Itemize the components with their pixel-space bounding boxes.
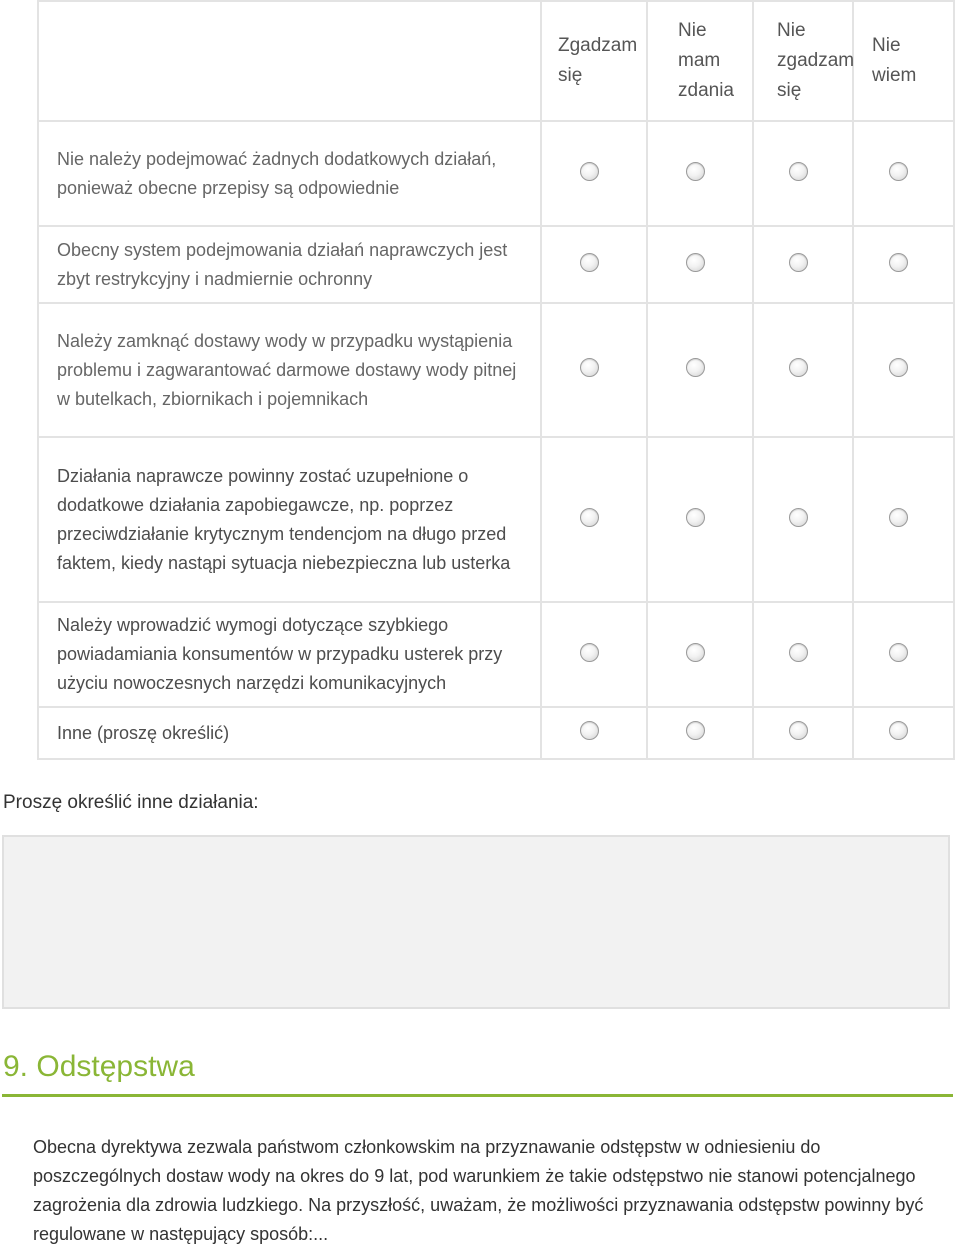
option-cell bbox=[541, 303, 647, 437]
column-header-agree: Zgadzam się bbox=[541, 1, 647, 121]
column-header-disagree: Nie zgadzam się bbox=[753, 1, 853, 121]
option-cell bbox=[753, 707, 853, 759]
option-cell bbox=[647, 437, 753, 602]
radio-disagree[interactable] bbox=[789, 253, 808, 272]
option-cell bbox=[541, 226, 647, 303]
radio-agree[interactable] bbox=[580, 358, 599, 377]
radio-agree[interactable] bbox=[580, 162, 599, 181]
row-statement: Działania naprawcze powinny zostać uzupełnione o dodatkowe działania zapobiegawcze, np. poprzez przeciwdziałanie krytycznym tendencjom na długo przed faktem, kiedy nastąpi sytuacja niebezpieczna lub usterka bbox=[38, 437, 541, 602]
section-description: Obecna dyrektywa zezwala państwom członkowskim na przyznawanie odstępstw w odniesieniu do poszczególnych dostaw wody na okres do 9 lat, pod warunkiem że takie odstępstwo nie stanowi potencjalnego zagrożenia dla zdrowia ludzkiego. Na przyszłość, uważam, że możliwości przyznawania odstępstw powinny być regulowane w następujący sposób:... bbox=[33, 1137, 924, 1244]
option-cell bbox=[541, 602, 647, 707]
option-cell bbox=[541, 437, 647, 602]
radio-dont-know[interactable] bbox=[889, 162, 908, 181]
option-cell bbox=[753, 121, 853, 226]
row-statement: Należy zamknąć dostawy wody w przypadku wystąpienia problemu i zagwarantować darmowe dostawy wody pitnej w butelkach, zbiornikach i pojemnikach bbox=[38, 303, 541, 437]
row-statement: Inne (proszę określić) bbox=[38, 707, 541, 759]
matrix-row bbox=[38, 303, 954, 437]
row-statement: Nie należy podejmować żadnych dodatkowych działań, ponieważ obecne przepisy są odpowiednie bbox=[38, 121, 541, 226]
row-statement: Należy wprowadzić wymogi dotyczące szybkiego powiadamiania konsumentów w przypadku usterek przy użyciu nowoczesnych narzędzi komunikacyjnych bbox=[38, 602, 541, 707]
matrix-row bbox=[38, 437, 954, 602]
radio-disagree[interactable] bbox=[789, 162, 808, 181]
radio-no-opinion[interactable] bbox=[686, 358, 705, 377]
section-divider bbox=[2, 1094, 953, 1097]
option-cell bbox=[753, 303, 853, 437]
other-actions-label: Proszę określić inne działania: bbox=[3, 792, 259, 813]
option-cell bbox=[853, 437, 954, 602]
option-cell bbox=[647, 226, 753, 303]
radio-disagree[interactable] bbox=[789, 358, 808, 377]
option-cell bbox=[753, 437, 853, 602]
option-cell bbox=[647, 303, 753, 437]
radio-no-opinion[interactable] bbox=[686, 721, 705, 740]
radio-no-opinion[interactable] bbox=[686, 508, 705, 527]
option-cell bbox=[853, 303, 954, 437]
matrix-row bbox=[38, 707, 954, 759]
option-cell bbox=[541, 707, 647, 759]
matrix-header-row bbox=[38, 1, 954, 121]
section-title: 9. Odstępstwa bbox=[3, 1050, 195, 1083]
likert-matrix bbox=[37, 0, 955, 760]
radio-dont-know[interactable] bbox=[889, 508, 908, 527]
row-statement: Obecny system podejmowania działań naprawczych jest zbyt restrykcyjny i nadmiernie ochronny bbox=[38, 226, 541, 303]
radio-disagree[interactable] bbox=[789, 643, 808, 662]
matrix-row bbox=[38, 602, 954, 707]
radio-dont-know[interactable] bbox=[889, 358, 908, 377]
radio-disagree[interactable] bbox=[789, 721, 808, 740]
radio-no-opinion[interactable] bbox=[686, 643, 705, 662]
radio-dont-know[interactable] bbox=[889, 721, 908, 740]
option-cell bbox=[647, 707, 753, 759]
option-cell bbox=[647, 121, 753, 226]
option-cell bbox=[647, 602, 753, 707]
option-cell bbox=[541, 121, 647, 226]
radio-dont-know[interactable] bbox=[889, 253, 908, 272]
column-header-no-opinion: Nie mam zdania bbox=[647, 1, 753, 121]
option-cell bbox=[853, 121, 954, 226]
matrix-row bbox=[38, 121, 954, 226]
radio-agree[interactable] bbox=[580, 508, 599, 527]
radio-disagree[interactable] bbox=[789, 508, 808, 527]
radio-no-opinion[interactable] bbox=[686, 253, 705, 272]
radio-no-opinion[interactable] bbox=[686, 162, 705, 181]
option-cell bbox=[753, 602, 853, 707]
radio-agree[interactable] bbox=[580, 721, 599, 740]
radio-agree[interactable] bbox=[580, 643, 599, 662]
column-header-dont-know: Nie wiem bbox=[853, 1, 954, 121]
option-cell bbox=[753, 226, 853, 303]
matrix-row bbox=[38, 226, 954, 303]
radio-agree[interactable] bbox=[580, 253, 599, 272]
other-actions-textarea[interactable] bbox=[2, 835, 950, 1009]
matrix-corner-cell bbox=[38, 1, 541, 121]
option-cell bbox=[853, 707, 954, 759]
option-cell bbox=[853, 226, 954, 303]
option-cell bbox=[853, 602, 954, 707]
radio-dont-know[interactable] bbox=[889, 643, 908, 662]
